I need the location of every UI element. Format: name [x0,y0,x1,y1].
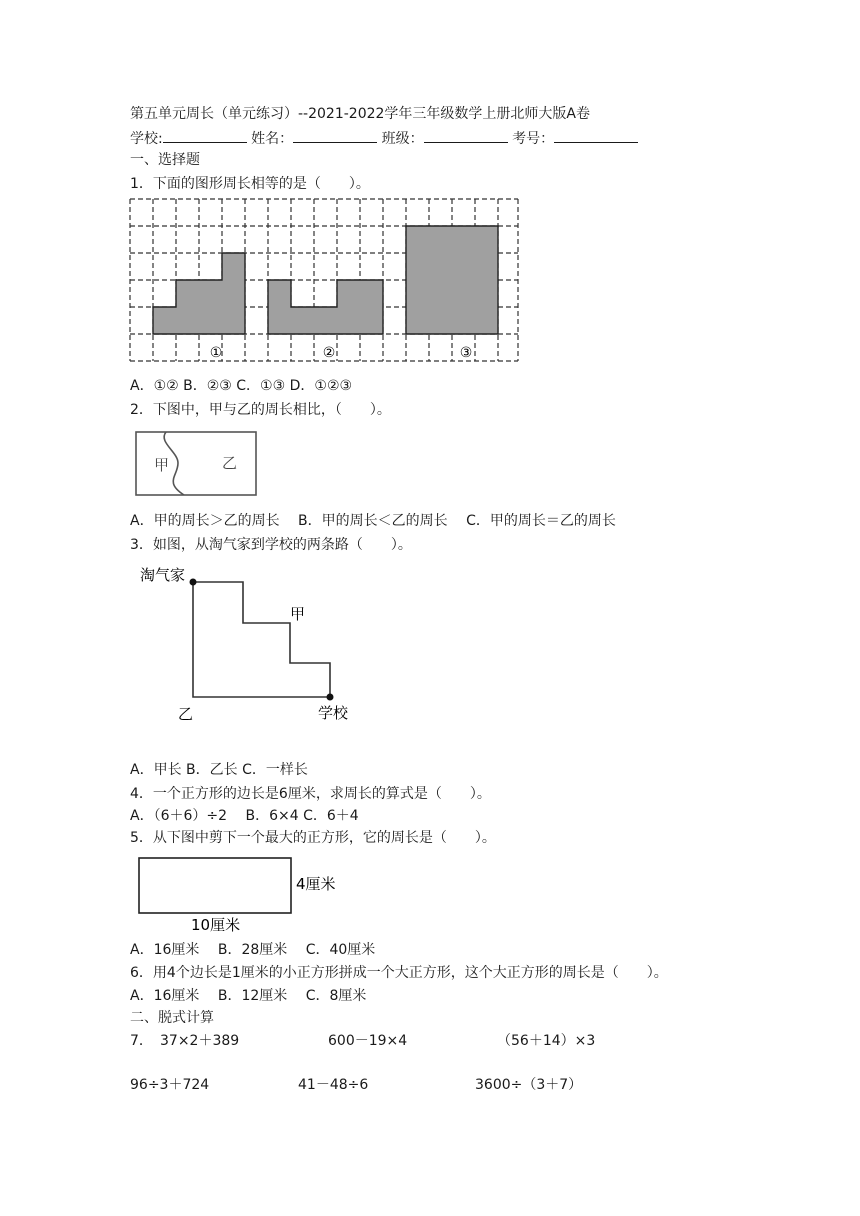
path-jia-label: 甲 [290,605,306,623]
school-label: 学校: [130,131,163,147]
q6-stem: 6．用4个边长是1厘米的小正方形拼成一个大正方形，这个大正方形的周长是（ ）。 [130,965,668,981]
name-blank[interactable] [293,128,377,143]
q3-route-figure [138,562,362,728]
number-label: 考号： [512,131,555,147]
q2-stem: 2．下图中，甲与乙的周长相比，（ ）。 [130,402,391,418]
region-jia-label: 甲 [154,456,170,474]
class-label: 班级： [381,131,424,147]
q7-expression: （56＋14）×3 [497,1033,596,1049]
q6-options: A．16厘米 B．12厘米 C．8厘米 [130,988,367,1004]
q4-options: A．（6＋6）÷2 B．6×4 C．6＋4 [130,808,359,824]
q3-options: A．甲长 B．乙长 C．一样长 [130,762,308,778]
height-label: 4厘米 [296,875,336,893]
q7-expression: 96÷3＋724 [130,1077,210,1093]
q5-rectangle-figure [136,856,346,936]
section-1-heading: 一、选择题 [130,152,200,168]
name-label: 姓名： [251,131,294,147]
q3-stem: 3．如图，从淘气家到学校的两条路（ ）。 [130,537,412,553]
school-blank[interactable] [163,128,247,143]
q5-stem: 5．从下图中剪下一个最大的正方形，它的周长是（ ）。 [130,830,496,846]
rectangle [139,858,291,913]
home-label: 淘气家 [140,566,186,584]
class-blank[interactable] [424,128,508,143]
q7-number: 7． [130,1033,153,1049]
shape-1-label: ① [209,345,223,361]
shape-2 [268,280,383,334]
q7-expression: 37×2＋389 [160,1033,240,1049]
shape-3 [406,226,498,334]
q1-options: A．①② B．②③ C．①③ D．①②③ [130,378,353,394]
path-yi [193,582,330,697]
q1-grid-figure [128,197,520,365]
q2-options: A．甲的周长＞乙的周长 B．甲的周长＜乙的周长 C．甲的周长＝乙的周长 [130,513,616,529]
school-label: 学校 [318,704,349,722]
home-point [190,579,197,586]
shape-3-label: ③ [459,345,473,361]
q7-expression: 3600÷（3＋7） [475,1077,583,1093]
shape-2-label: ② [322,345,336,361]
q2-figure [134,430,260,498]
student-info-line [130,128,638,149]
q4-stem: 4．一个正方形的边长是6厘米，求周长的算式是（ ）。 [130,786,491,802]
q5-options: A．16厘米 B．28厘米 C．40厘米 [130,942,376,958]
width-label: 10厘米 [191,916,241,934]
path-yi-label: 乙 [178,705,194,723]
path-jia [193,582,330,697]
q7-expression: 41－48÷6 [298,1077,369,1093]
section-2-heading: 二、脱式计算 [130,1010,214,1026]
region-yi-label: 乙 [222,454,238,472]
q1-stem: 1．下面的图形周长相等的是（ ）。 [130,176,370,192]
school-point [327,694,334,701]
q7-expression: 600－19×4 [328,1033,408,1049]
number-blank[interactable] [554,128,638,143]
document-title: 第五单元周长（单元练习）--2021-2022学年三年级数学上册北师大版A卷 [130,106,590,122]
